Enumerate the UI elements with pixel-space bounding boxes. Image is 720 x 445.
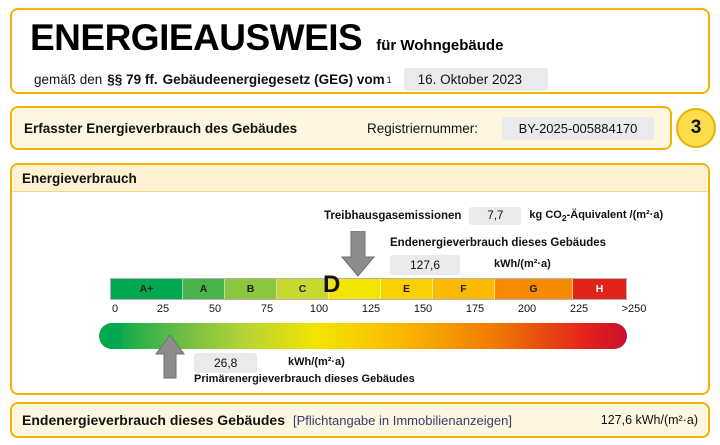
- end-energy-value: 127,6: [390, 255, 460, 275]
- registration-label: Erfasster Energieverbrauch des Gebäudes: [24, 120, 298, 136]
- current-class-letter: D: [323, 271, 341, 298]
- class-segment-e: E: [381, 279, 433, 299]
- page-title: ENERGIEAUSWEIS: [30, 17, 363, 58]
- law-paragraph: §§ 79 ff.: [107, 72, 158, 87]
- class-segment-a-plus: A+: [111, 279, 183, 299]
- footer-value: 127,6 kWh/(m²·a): [600, 413, 698, 427]
- class-segment-h: H: [573, 279, 626, 299]
- title-row: [30, 16, 503, 60]
- greenhouse-gas-label: Treibhausgasemissionen: [324, 210, 462, 222]
- section-title: Energieverbrauch: [12, 165, 708, 192]
- issue-date-field: 16. Oktober 2023: [404, 68, 548, 91]
- energy-gradient-bar: [110, 323, 627, 349]
- tick-75: 75: [260, 303, 274, 315]
- primary-energy-label: Primärenergieverbrauch dieses Gebäudes: [194, 373, 415, 385]
- scale-tick-labels: [110, 303, 650, 319]
- registration-number-value: BY-2025-005884170: [502, 117, 654, 140]
- class-segment-g: G: [495, 279, 573, 299]
- greenhouse-gas-value: 7,7: [469, 207, 521, 225]
- class-segment-b: B: [225, 279, 277, 299]
- class-segment-a: A: [183, 279, 225, 299]
- law-prefix: gemäß den: [34, 72, 103, 87]
- greenhouse-gas-row: [324, 207, 663, 225]
- footer-panel: [10, 402, 710, 438]
- tick-150: 150: [413, 303, 433, 315]
- class-segment-f: F: [433, 279, 495, 299]
- tick-175: 175: [465, 303, 485, 315]
- end-energy-unit: kWh/(m²·a): [494, 258, 551, 270]
- energy-class-scale: [110, 278, 627, 300]
- tick-25: 25: [156, 303, 170, 315]
- end-energy-label: Endenergieverbrauch dieses Gebäudes: [390, 237, 607, 249]
- primaerenergie-marker-arrow-icon: [155, 335, 185, 379]
- class-segment-c: C: [277, 279, 329, 299]
- page-subtitle: für Wohngebäude: [376, 37, 504, 54]
- tick-100: 100: [309, 303, 329, 315]
- tick-200: 200: [517, 303, 537, 315]
- endenergie-marker-arrow-icon: [341, 231, 375, 277]
- tick-50: 50: [208, 303, 222, 315]
- registration-panel: [10, 106, 672, 150]
- footer-title: Endenergieverbrauch dieses Gebäudes: [22, 412, 285, 428]
- tick-125: 125: [361, 303, 381, 315]
- law-reference-row: [34, 68, 548, 91]
- energy-consumption-panel: [10, 163, 710, 395]
- registration-number-label: Registriernummer:: [367, 120, 479, 136]
- law-name: Gebäudeenergiegesetz (GEG) vom: [162, 72, 385, 87]
- tick-0: 0: [111, 303, 119, 315]
- primary-energy-value: 26,8: [194, 353, 257, 373]
- page-number-badge: 3: [676, 108, 716, 148]
- footnote-marker: 1: [386, 74, 392, 85]
- primary-energy-unit: kWh/(m²·a): [288, 356, 345, 368]
- tick-250: >250: [621, 303, 647, 315]
- greenhouse-gas-unit: kg $CO_2$-Äquivalent /(m²·a): [529, 208, 664, 224]
- header-panel: [10, 8, 710, 94]
- footer-note: [Pflichtangabe in Immobilienanzeigen]: [293, 412, 512, 428]
- tick-225: 225: [569, 303, 589, 315]
